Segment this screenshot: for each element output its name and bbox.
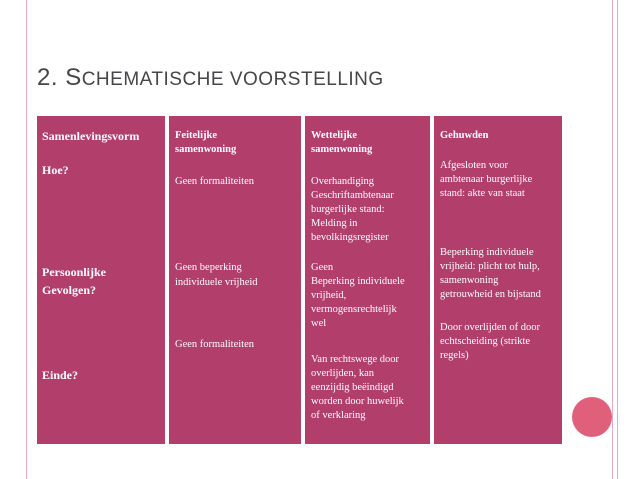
cell-line: bevolkingsregister [311,232,389,243]
cell-line: wel [311,318,327,329]
cell-line: eenzijdig beëindigd [311,382,394,393]
cell-hoe [311,175,425,245]
header-samenlevingsvorm: Samenlevingsvorm [42,129,140,143]
cell-gevolgen [311,261,425,331]
col-header: Gehuwden [440,130,489,141]
title-number: 2. [37,64,59,91]
col-header-line-1: Feitelijke [175,130,217,141]
cell-hoe [440,159,557,201]
cell-line: echtscheiding (strikte [440,336,531,347]
cell-line: burgerlijke stand: [311,204,385,215]
column-gehuwden [434,116,562,444]
row-label-gevolgen: Gevolgen? [42,283,96,297]
cell-line: Door overlijden of door [440,322,541,333]
cell-gevolgen [440,246,557,302]
decorative-line-right [612,0,613,479]
col-header-line-2: samenwoning [175,144,237,155]
cell-line: vrijheid, [311,290,347,301]
cell-line: vrijheid: plicht tot hulp, [440,261,540,272]
cell-line: Afgesloten voor [440,160,508,171]
cell-line: samenwoning [440,275,499,286]
cell-line: Beperking individuele [440,247,534,258]
title-rest: CHEMATISCHE VOORSTELLING [81,69,384,90]
cell-einde [440,321,557,363]
title-initial: S [65,64,82,91]
cell-gevolgen-line-2: individuele vrijheid [175,277,258,288]
cell-line: getrouwheid en bijstand [440,289,541,300]
decorative-line-right-2 [617,0,618,479]
row-label-hoe: Hoe? [42,163,69,177]
cell-line: Melding in [311,218,358,229]
col-header-line-2: samenwoning [311,144,373,155]
column-row-headers [37,116,165,444]
row-label-persoonlijke: Persoonlijke [42,265,106,279]
decorative-line-left [26,0,27,479]
slide-title [37,64,384,92]
cell-einde [311,353,425,423]
cell-line: stand: akte van staat [440,188,525,199]
cell-gevolgen-line-1: Geen beperking [175,262,242,273]
cell-line: regels) [440,350,469,361]
column-feitelijke-samenwoning [169,116,301,444]
cell-line: ambtenaar burgerlijke [440,174,533,185]
cell-line: vermogensrechtelijk [311,304,397,315]
cell-hoe: Geen formaliteiten [175,176,255,187]
cell-line: Geschriftambtenaar [311,190,394,201]
cell-einde: Geen formaliteiten [175,339,255,350]
cell-line: worden door huwelijk [311,396,404,407]
cell-line: overlijden, kan [311,368,374,379]
col-header-line-1: Wettelijke [311,130,358,141]
comparison-table [37,116,562,444]
column-wettelijke-samenwoning [305,116,430,444]
cell-line: Beperking individuele [311,276,405,287]
cell-line: Overhandiging [311,176,374,187]
cell-line: Geen [311,262,334,273]
cell-line: Van rechtswege door [311,354,400,365]
cell-line: of verklaring [311,410,366,421]
decorative-circle [572,397,612,437]
row-label-einde: Einde? [42,368,79,382]
